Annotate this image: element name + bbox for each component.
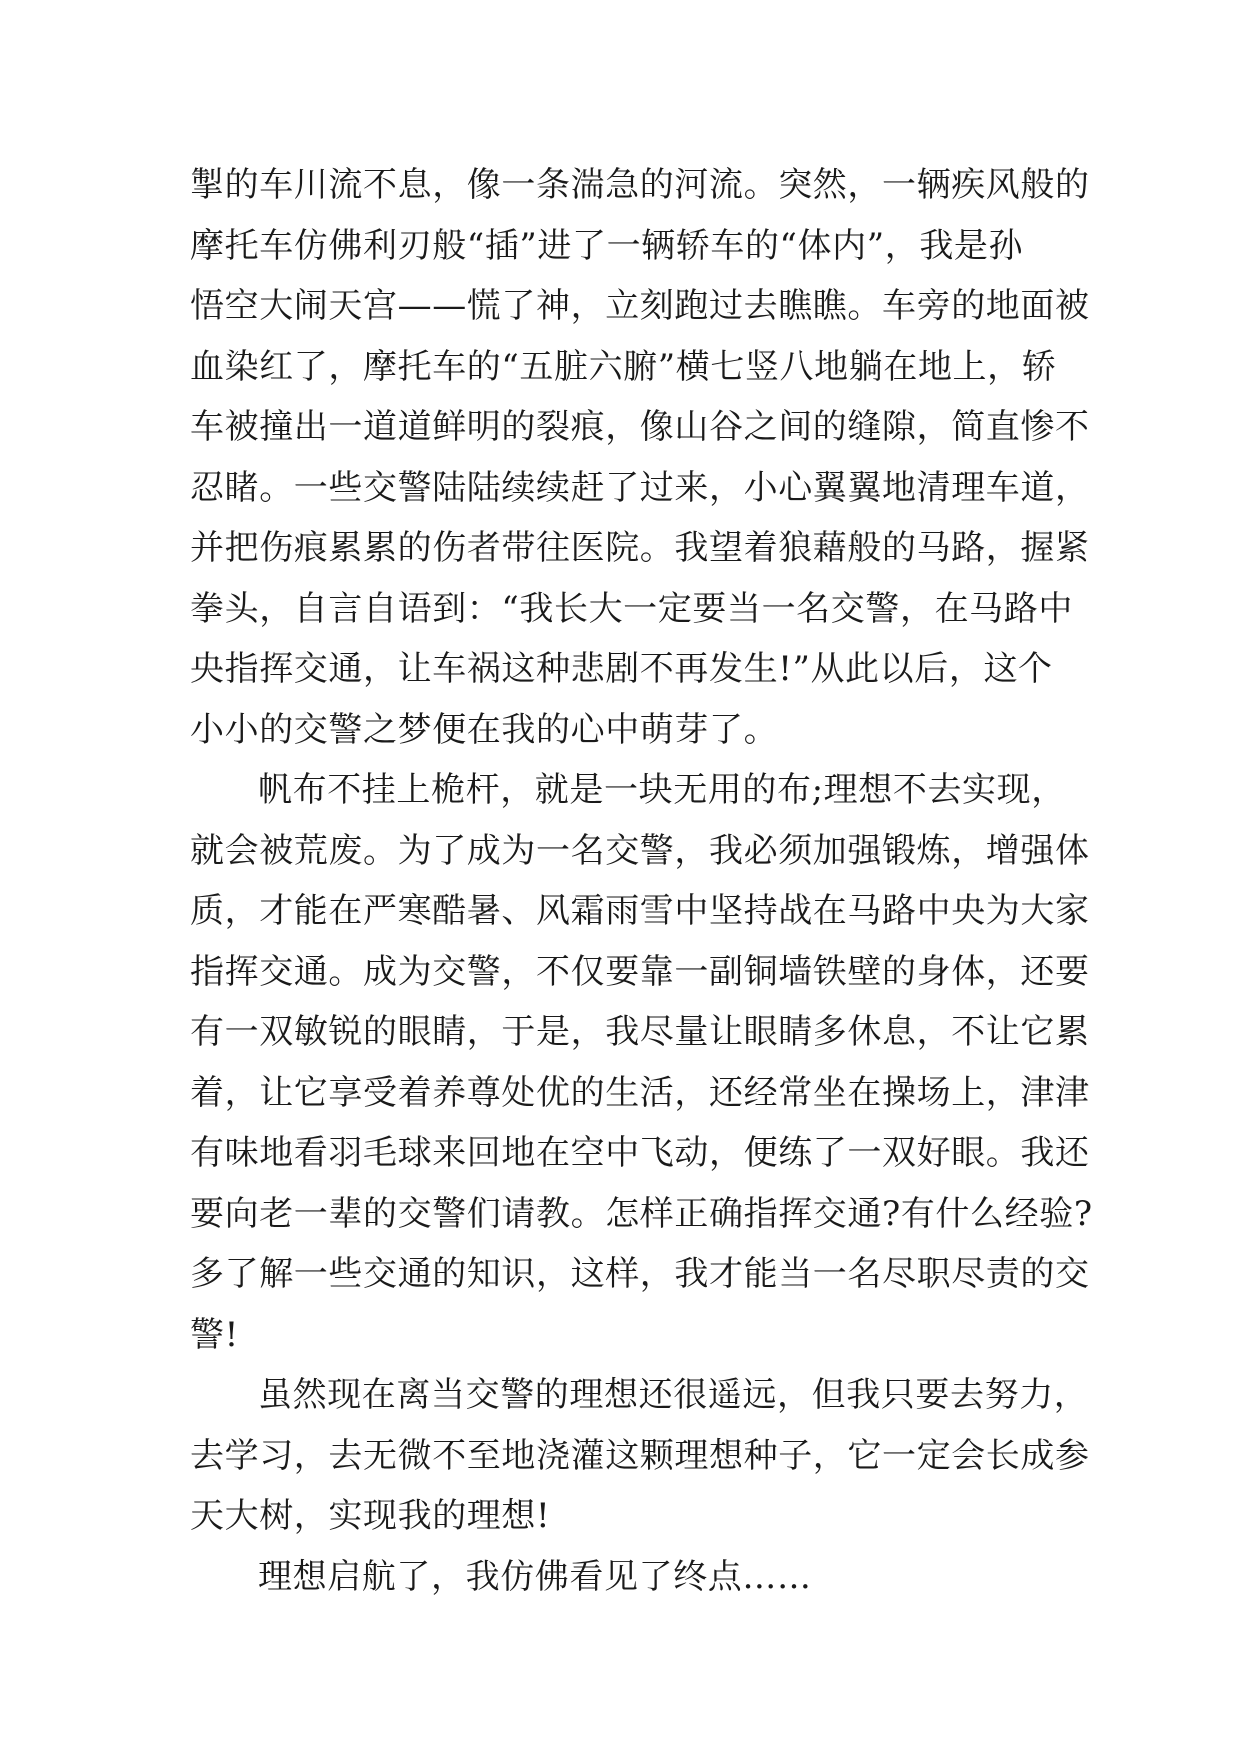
paragraph-3 [190, 1365, 1090, 1547]
text-line: 并把伤痕累累的伤者带往医院。我望着狼藉般的马路，握紧 [190, 528, 1090, 568]
paragraph-1 [190, 155, 1090, 760]
essay-body [190, 155, 1093, 1607]
text-line: 车被撞出一道道鲜明的裂痕，像山谷之间的缝隙，简直惨不 [190, 407, 1090, 447]
text-line: 血染红了，摩托车的“五脏六腑”横七竖八地躺在地上，轿 [190, 346, 1057, 387]
text-line: 掣的车川流不息，像一条湍急的河流。突然，一辆疾风般的 [190, 165, 1090, 205]
text-line: 小小的交警之梦便在我的心中萌芽了。 [190, 709, 779, 750]
text-line: 有味地看羽毛球来回地在空中飞动，便练了一双好眼。我还 [190, 1133, 1090, 1173]
text-line: 虽然现在离当交警的理想还很遥远，但我只要去努力， [258, 1375, 1089, 1415]
text-line: 有一双敏锐的眼睛，于是，我尽量让眼睛多休息，不让它累 [190, 1012, 1090, 1052]
text-line: 指挥交通。成为交警，不仅要靠一副铜墙铁壁的身体，还要 [190, 951, 1090, 992]
text-line: 就会被荒废。为了成为一名交警，我必须加强锻炼，增强体 [190, 830, 1090, 871]
text-line: 警! [190, 1314, 239, 1355]
text-line: 悟空大闹天宫——慌了神，立刻跑过去瞧瞧。车旁的地面被 [190, 286, 1090, 326]
text-line: 理想启航了，我仿佛看见了终点…… [258, 1556, 812, 1597]
paragraph-2 [190, 760, 1093, 1365]
text-line: 去学习，去无微不至地浇灌这颗理想种子，它一定会长成参 [190, 1435, 1090, 1476]
text-line: 摩托车仿佛利刃般“插”进了一辆轿车的“体内”，我是孙 [190, 225, 1024, 266]
text-line: 拳头，自言自语到：“我长大一定要当一名交警，在马路中 [190, 588, 1073, 629]
text-line: 帆布不挂上桅杆，就是一块无用的布;理想不去实现， [258, 770, 1066, 810]
text-line: 要向老一辈的交警们请教。怎样正确指挥交通?有什么经验? [190, 1193, 1093, 1234]
text-line: 忍睹。一些交警陆陆续续赶了过来，小心翼翼地清理车道， [190, 467, 1090, 508]
text-line: 央指挥交通，让车祸这种悲剧不再发生!”从此以后，这个 [190, 649, 1053, 689]
text-line: 质，才能在严寒酷暑、风霜雨雪中坚持战在马路中央为大家 [190, 891, 1090, 931]
text-line: 着，让它享受着养尊处优的生活，还经常坐在操场上，津津 [190, 1072, 1090, 1113]
text-line: 多了解一些交通的知识，这样，我才能当一名尽职尽责的交 [190, 1254, 1090, 1294]
paragraph-4 [190, 1547, 1070, 1608]
text-line: 天大树，实现我的理想! [190, 1496, 551, 1536]
